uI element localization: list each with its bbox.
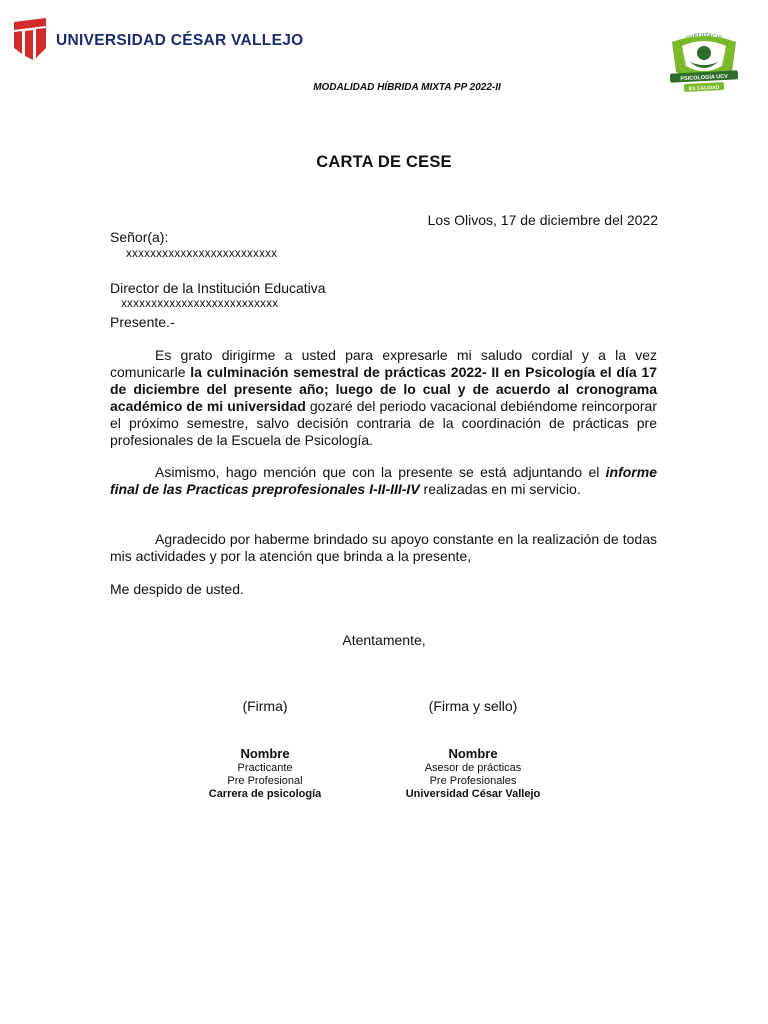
salutation: Señor(a): bbox=[110, 229, 169, 245]
letter-date: Los Olivos, 17 de diciembre del 2022 bbox=[427, 212, 658, 228]
svg-text:PSICOLOGÍA UCV: PSICOLOGÍA UCV bbox=[680, 73, 728, 83]
signature-role2-student: Pre Profesional bbox=[227, 775, 303, 787]
signature-university-advisor: Universidad César Vallejo bbox=[405, 788, 541, 800]
paragraph-1: Es grato dirigirme a usted para expresarle mi saludo cordial y a la vez comunicarle la culminación semestral de prácticas 2022- II en Psicología el día 17 de diciembre del presente año; luego de lo cual y de acuerdo al cronograma académico de mi universidad gozaré del periodo vacacional debiéndome reincorporar el próximo semestre, salvo decisión contraria de la coordinación de prácticas pre profesionales de la Escuela de Psicología. bbox=[110, 347, 658, 448]
signature-name-student: Nombre bbox=[240, 746, 290, 761]
signature-career-student: Carrera de psicología bbox=[208, 788, 322, 800]
signature-name-advisor: Nombre bbox=[448, 746, 498, 761]
regards-line: Atentamente, bbox=[342, 632, 426, 648]
paragraph-2: Asimismo, hago mención que con la presente se está adjuntando el informe final de las Practicas preprofesionales I-II-III-IV realizadas en mi servicio. bbox=[110, 464, 657, 497]
svg-text:ES CALIDAD: ES CALIDAD bbox=[688, 84, 720, 93]
signature-role-student: Practicante bbox=[237, 762, 293, 774]
signature-label-student: (Firma) bbox=[242, 698, 288, 714]
modality-heading: MODALIDAD HÍBRIDA MIXTA PP 2022-II bbox=[313, 82, 501, 93]
signature-label-advisor: (Firma y sello) bbox=[428, 698, 518, 714]
paragraph-3: Agradecido por haberme brindado su apoyo constante en la realización de todas mis actividades y por la atención que brinda a la presente, bbox=[110, 531, 657, 564]
recipient-title: Director de la Institución Educativa bbox=[110, 280, 326, 296]
signature-role2-advisor: Pre Profesionales bbox=[429, 775, 517, 787]
letter-title: CARTA DE CESE bbox=[316, 153, 452, 171]
recipient-name: xxxxxxxxxxxxxxxxxxxxxxxxx bbox=[126, 248, 278, 260]
closing-line: Me despido de usted. bbox=[110, 581, 244, 597]
signature-role-advisor: Asesor de prácticas bbox=[424, 762, 522, 774]
institution-name: UNIVERSIDAD CÉSAR VALLEJO bbox=[56, 32, 304, 49]
institution-placeholder: xxxxxxxxxxxxxxxxxxxxxxxxxx bbox=[121, 298, 279, 310]
presente-line: Presente.- bbox=[110, 314, 175, 330]
ucv-logo-icon bbox=[12, 18, 48, 60]
